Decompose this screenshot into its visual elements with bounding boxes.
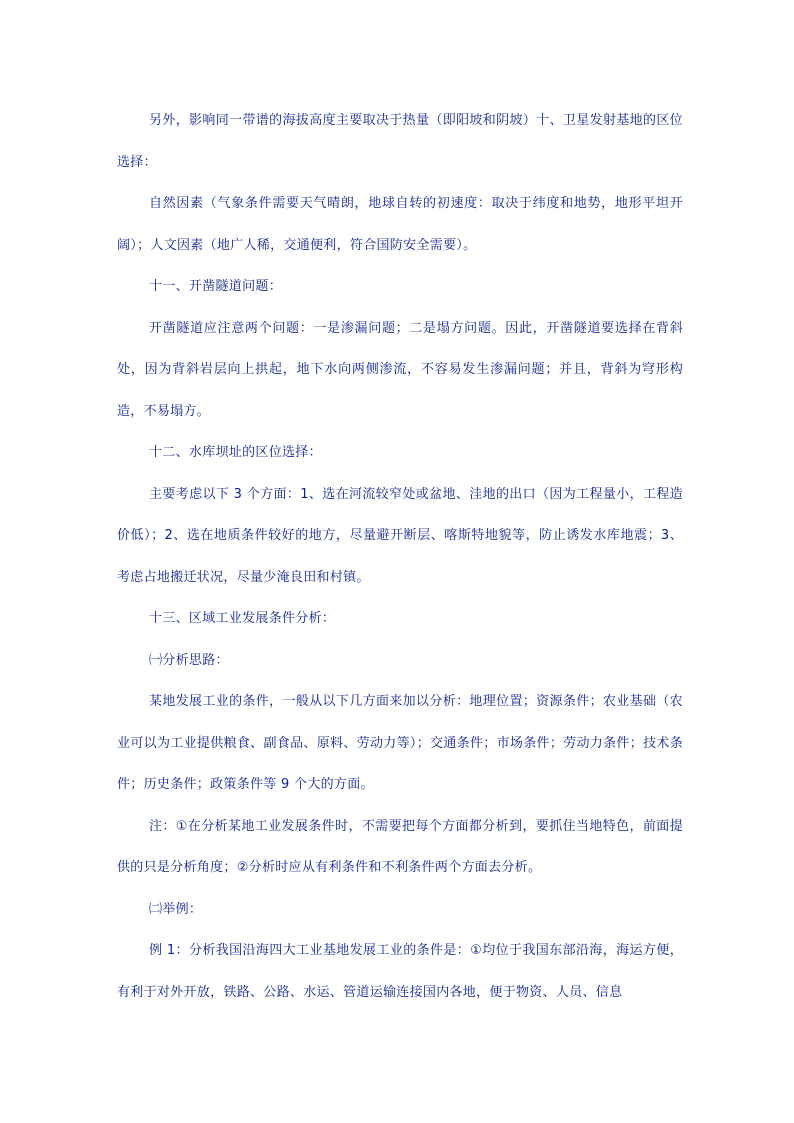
paragraph-note: 注：①在分析某地工业发展条件时，不需要把每个方面都分析到，要抓住当地特色，前面提供的只是分析角度；②分析时应从有利条件和不利条件两个方面去分析。 bbox=[117, 818, 683, 875]
paragraph-example-1: 例 1：分析我国沿海四大工业基地发展工业的条件是：①均位于我国东部沿海，海运方便，有利于对外开放，铁路、公路、水运、管道运输连接国内各地，便于物资、人员、信息 bbox=[117, 943, 683, 1000]
paragraph-satellite-factors: 自然因素（气象条件需要天气晴朗，地球自转的初速度：取决于纬度和地势，地形平坦开阔）；人文因素（地广人稀，交通便利，符合国防安全需要）。 bbox=[117, 196, 683, 253]
paragraph-dam-site: 主要考虑以下 3 个方面：1、选在河流较窄处或盆地、洼地的出口（因为工程量小，工程造价低）；2、选在地质条件较好的地方，尽量避开断层、喀斯特地貌等，防止诱发水库地震；3、考虑占地搬迁状况，尽量少淹良田和村镇。 bbox=[117, 486, 683, 585]
subheading-analysis-approach: ㈠分析思路： bbox=[149, 652, 229, 668]
document-body bbox=[117, 100, 683, 1013]
subheading-examples: ㈡举例： bbox=[149, 901, 203, 917]
paragraph-tunnel-issues: 开凿隧道应注意两个问题：一是渗漏问题；二是塌方问题。因此，开凿隧道要选择在背斜处，因为背斜岩层向上拱起，地下水向两侧渗流，不容易发生渗漏问题；并且，背斜为穹形构造，不易塌方。 bbox=[117, 320, 683, 419]
heading-tunnel-issues: 十一、开凿隧道问题： bbox=[149, 279, 283, 294]
paragraph-hailan-satellite-intro: 另外，影响同一带谱的海拔高度主要取决于热量（即阳坡和阴坡）十、卫星发射基地的区位选择： bbox=[117, 113, 683, 170]
paragraph-analysis-approach: 某地发展工业的条件，一般从以下几方面来加以分析：地理位置；资源条件；农业基础（农业可以为工业提供粮食、副食品、原料、劳动力等）；交通条件；市场条件；劳动力条件；技术条件；历史条件；政策条件等 9 个大的方面。 bbox=[117, 694, 683, 792]
heading-industry-conditions: 十三、区域工业发展条件分析： bbox=[149, 611, 336, 626]
heading-dam-site: 十二、水库坝址的区位选择： bbox=[149, 445, 322, 460]
